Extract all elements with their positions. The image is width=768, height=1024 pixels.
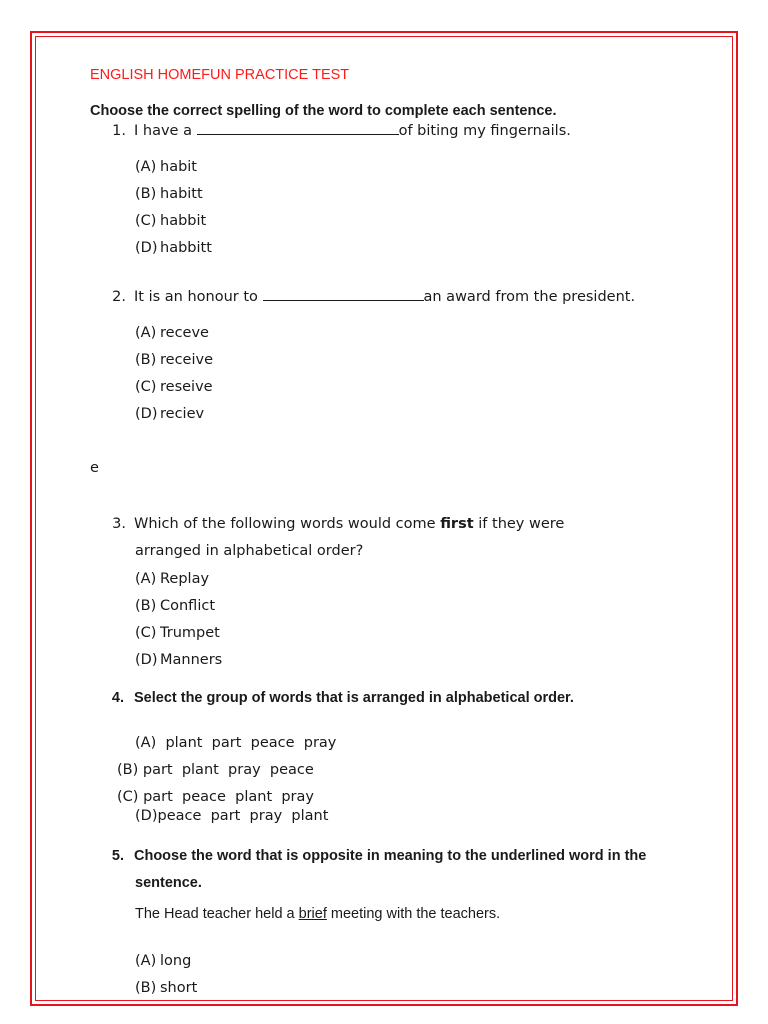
option-b [135, 352, 213, 368]
question-text: Choose the word that is opposite in meaning to the underlined word in the [134, 848, 647, 864]
option-text: habbitt [160, 240, 212, 256]
option-letter: (B) [135, 598, 157, 614]
option-text: part peace plant pray [143, 789, 314, 805]
option-d [135, 808, 328, 824]
option-text: short [160, 980, 198, 996]
option-letter: (C) [135, 625, 157, 641]
worksheet-title: ENGLISH HOMEFUN PRACTICE TEST [90, 67, 350, 83]
option-d [135, 652, 222, 668]
option-letter: (D) [135, 406, 158, 422]
option-b [135, 186, 203, 202]
question-text-after: if they were [473, 516, 565, 532]
question-number: 2. [112, 289, 126, 305]
question-text-before: Which of the following words would come [134, 516, 441, 532]
question-text-after: of biting my fingernails. [398, 123, 571, 139]
question-text: Select the group of words that is arranged in alphabetical order. [134, 690, 574, 706]
option-text: receve [160, 325, 209, 341]
instruction-heading: Choose the correct spelling of the word to complete each sentence. [90, 103, 557, 119]
option-b [135, 980, 197, 996]
option-text: habitt [160, 186, 203, 202]
answer-blank [341, 286, 424, 301]
option-text: habbit [160, 213, 207, 229]
option-a [135, 735, 336, 751]
answer-blank [197, 120, 248, 135]
question-3-line-2: arranged in alphabetical order? [135, 543, 364, 559]
option-text: long [160, 953, 192, 969]
option-letter: (B) [135, 980, 157, 996]
option-c [135, 213, 206, 229]
option-a [135, 953, 191, 969]
sentence-text-before: The Head teacher held a [135, 906, 299, 922]
question-5-line-2: sentence. [135, 875, 202, 891]
example-sentence [135, 906, 500, 922]
option-letter: (C) [135, 379, 157, 395]
option-c [135, 379, 213, 395]
question-2 [102, 286, 635, 305]
option-letter: (A) [135, 735, 157, 751]
question-text-after: an award from the president. [423, 289, 636, 305]
option-letter: (D) [135, 808, 158, 824]
question-number: 1. [112, 123, 126, 139]
option-text: Replay [160, 571, 210, 587]
option-letter: (B) [135, 352, 157, 368]
question-3 [102, 516, 564, 532]
answer-blank [248, 120, 399, 135]
question-4 [102, 690, 574, 706]
option-letter: (A) [135, 159, 157, 175]
option-text: habit [160, 159, 197, 175]
option-d [135, 406, 204, 422]
option-letter: (D) [135, 240, 158, 256]
option-a [135, 325, 209, 341]
question-5 [102, 848, 646, 864]
question-number: 5. [111, 848, 124, 864]
option-letter: (B) [117, 762, 139, 778]
option-b [135, 598, 215, 614]
question-text-before: It is an honour to [134, 289, 263, 305]
option-text: Trumpet [160, 625, 220, 641]
option-letter: (C) [135, 213, 157, 229]
underlined-word: brief [298, 906, 327, 922]
option-text: reciev [160, 406, 205, 422]
option-text: Manners [160, 652, 223, 668]
question-text-before: I have a [134, 123, 197, 139]
option-letter: (C) [117, 789, 139, 805]
option-text: Conflict [160, 598, 216, 614]
option-a [135, 571, 209, 587]
question-text-bold: first [440, 516, 474, 532]
sentence-text-after: meeting with the teachers. [326, 906, 501, 922]
option-text: receive [160, 352, 213, 368]
option-text: part plant pray peace [142, 762, 314, 778]
option-letter: (B) [135, 186, 157, 202]
option-c [135, 625, 220, 641]
option-c [117, 789, 314, 805]
question-1 [102, 120, 571, 139]
option-letter: (A) [135, 953, 157, 969]
question-number: 3. [112, 516, 126, 532]
question-number: 4. [111, 690, 124, 706]
option-text: reseive [160, 379, 213, 395]
option-letter: (D) [135, 652, 158, 668]
answer-blank [263, 286, 341, 301]
option-a [135, 159, 197, 175]
option-b [117, 762, 314, 778]
option-letter: (A) [135, 325, 157, 341]
option-letter: (A) [135, 571, 157, 587]
stray-character: e [90, 460, 99, 476]
option-text: peace part pray plant [157, 808, 329, 824]
option-text: plant part peace pray [165, 735, 337, 751]
option-d [135, 240, 212, 256]
